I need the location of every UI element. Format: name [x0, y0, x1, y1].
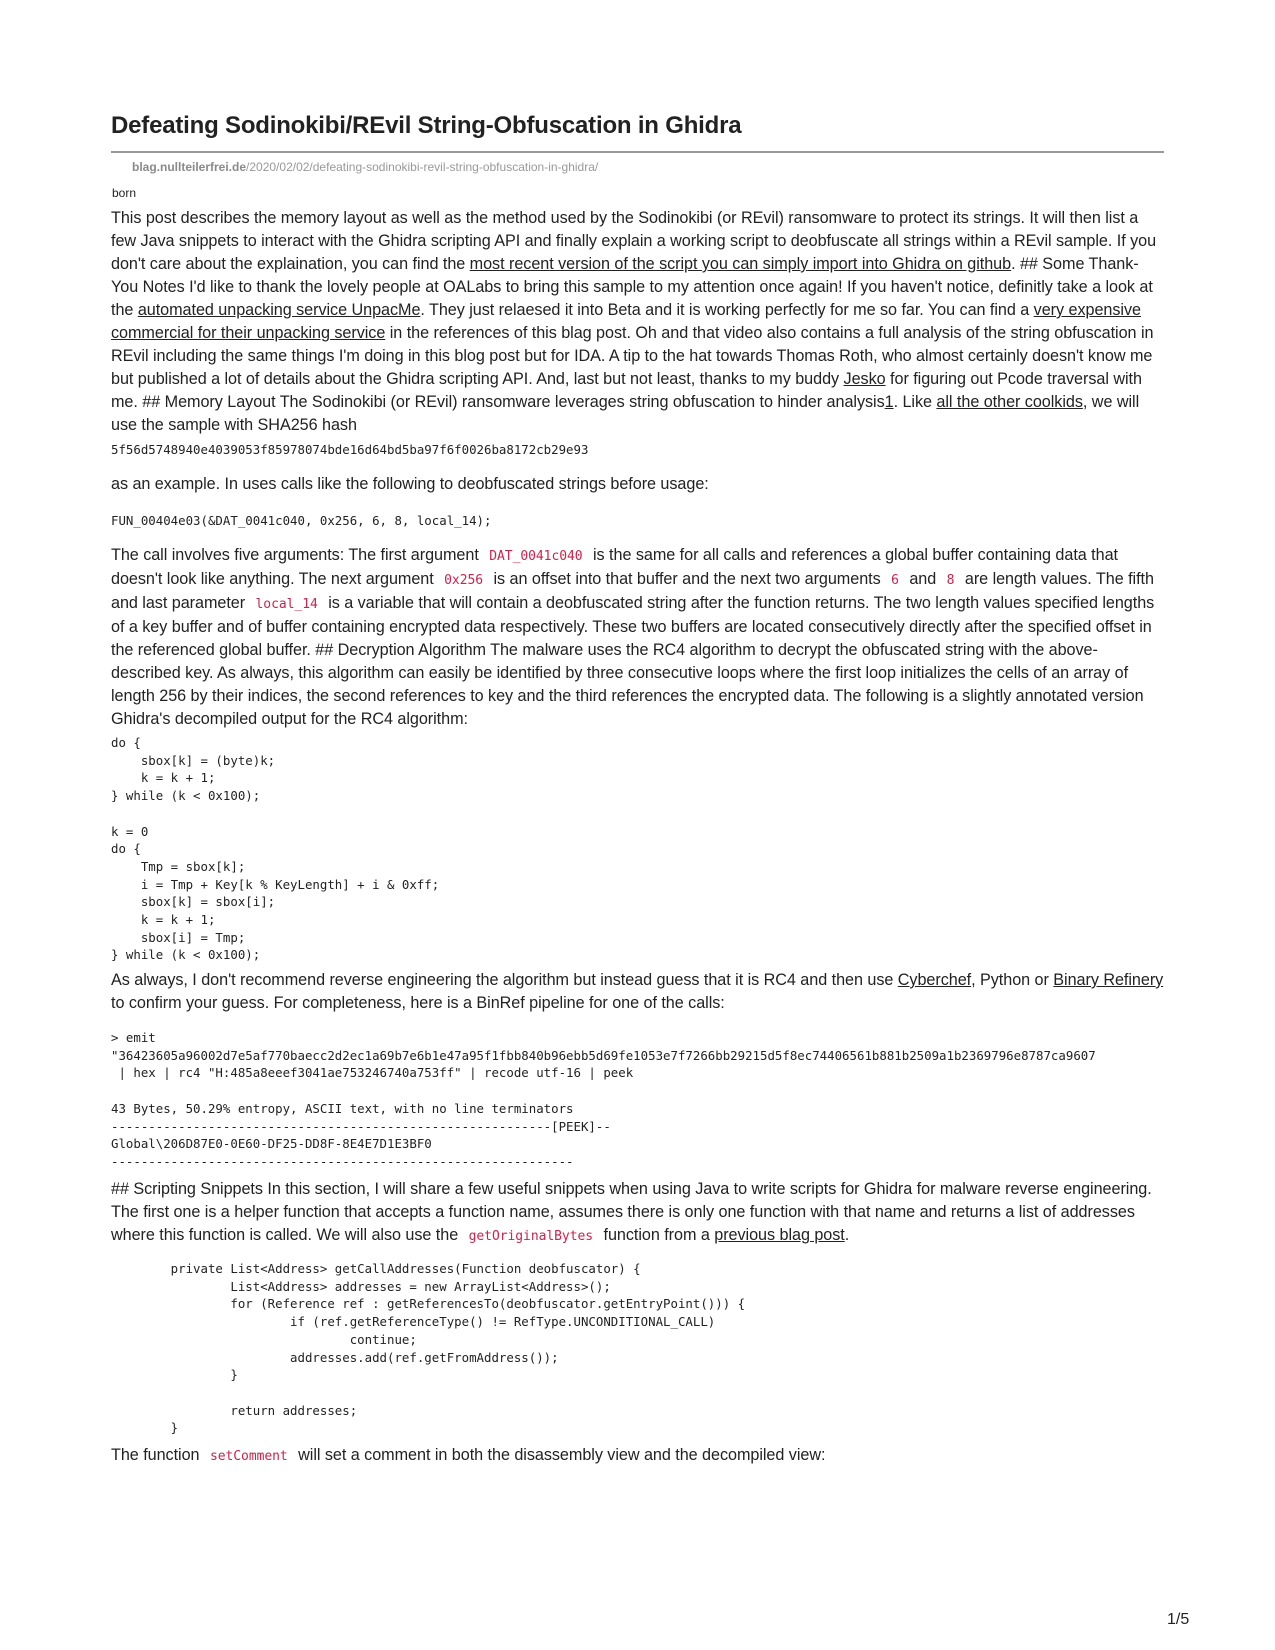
intro-text-7: , we will use the sample with SHA256 hash	[111, 393, 1140, 434]
inline-code-dat: DAT_0041c040	[489, 549, 583, 564]
source-url[interactable]	[132, 160, 598, 174]
args-text-2: is the same for all calls and references a global buffer containing data that doesn't look like anything. The next argument	[111, 546, 1118, 588]
previous-post-link[interactable]: previous blag post	[714, 1226, 845, 1244]
page-title: Defeating Sodinokibi/REvil String-Obfuscation in Ghidra	[111, 112, 742, 139]
snippets-text-2: function from a	[599, 1226, 715, 1244]
args-text-5: are length values. The fifth and last parameter	[111, 570, 1154, 612]
verify-text-1: As always, I don't recommend reverse engineering the algorithm but instead guess that it is RC4 and then use	[111, 971, 898, 989]
intro-text-2: . ## Some Thank-You Notes I'd like to thank the lovely people at OALabs to bring this sample to my attention once again! If you haven't notice, definitly take a look at the	[111, 255, 1153, 319]
args-text-6: is a variable that will contain a deobfuscated string after the function returns. The two length values specified lengths of a key buffer and of buffer containing encrypted data respectively. These two buffers are located consecutively directly after the specified offset in the referenced global buffer. ## Decryption Algorithm The malware uses the RC4 algorithm to decrypt the obfuscated string with the above-described key. As always, this algorithm can easily be identified by three consecutive loops where the first loop initializes the cells of an array of length 256 by their indices, the second references to key and the third references the encrypted data. The following is a slightly annotated version Ghidra's decompiled output for the RC4 algorithm:	[111, 594, 1155, 728]
setcomment-paragraph	[111, 1444, 1164, 1468]
footnote-1-link[interactable]: 1	[884, 393, 894, 411]
example-paragraph: as an example. In uses calls like the following to deobfuscated strings before usage:	[111, 475, 709, 493]
inline-code-offset: 0x256	[444, 573, 484, 588]
binary-refinery-link[interactable]: Binary Refinery	[1053, 971, 1164, 989]
setcomment-text-2: will set a comment in both the disassembly view and the decompiled view:	[293, 1446, 826, 1464]
snippets-text-3: .	[844, 1226, 850, 1244]
intro-text-6: . Like	[893, 393, 937, 411]
github-script-link[interactable]: most recent version of the script you can simply import into Ghidra on github	[469, 255, 1012, 273]
title-divider	[111, 151, 1164, 153]
url-path: /2020/02/02/defeating-sodinokibi-revil-string-obfuscation-in-ghidra/	[246, 160, 599, 174]
url-domain: blag.nullteilerfrei.de	[132, 160, 247, 174]
jesko-link[interactable]: Jesko	[843, 370, 886, 388]
rc4-code-block: do { sbox[k] = (byte)k; k = k + 1; } while (k < 0x100); k = 0 do { Tmp = sbox[k]; i = Tmp + Key[k % KeyLength] + i & 0xff; sbox[k] = sbox[i]; k = k + 1; sbox[i] = Tmp; } while (k < 0x100);	[111, 735, 440, 963]
call-example-code: FUN_00404e03(&DAT_0041c040, 0x256, 6, 8, local_14);	[111, 513, 492, 528]
verify-text-2: , Python or	[971, 971, 1054, 989]
setcomment-text-1: The function	[111, 1446, 204, 1464]
unpacking-video-link[interactable]: very expensive commercial for their unpacking service	[111, 301, 1141, 342]
coolkids-link[interactable]: all the other coolkids	[936, 393, 1083, 411]
inline-code-setcomment: setComment	[209, 1449, 288, 1464]
snippets-text-1: ## Scripting Snippets In this section, I will share a few useful snippets when using Java to write scripts for Ghidra for malware reverse engineering. The first one is a helper function that accepts a function name, assumes there is only one function with that name and returns a list of addresses where this function is called. We will also use the	[111, 1180, 1152, 1244]
inline-code-eight: 8	[946, 573, 955, 588]
intro-paragraph	[111, 207, 1164, 437]
author-byline: born	[112, 186, 137, 200]
args-text-4: and	[904, 570, 941, 588]
sha256-hash: 5f56d5748940e4039053f85978074bde16d64bd5ba97f6f0026ba8172cb29e93	[111, 442, 589, 457]
intro-text-1: This post describes the memory layout as well as the method used by the Sodinokibi (or REvil) ransomware to protect its strings. It will then list a few Java snippets to interact with the Ghidra scripting API and finally explain a working script to deobfuscate all strings within a REvil sample. If you don't care about the explaination, you can find the	[111, 209, 1157, 273]
java-snippet-code: private List<Address> getCallAddresses(Function deobfuscator) { List<Address> addresses = new ArrayList<Address>(); for (Reference ref : getReferencesTo(deobfuscator.getEntryPoint())) { if (ref.getReferenceType() != RefType.UNCONDITIONAL_CALL) continue; addresses.add(ref.getFromAddress()); } return addresses; }	[170, 1261, 746, 1436]
intro-text-5: for figuring out Pcode traversal with me. ## Memory Layout The Sodinokibi (or REvil) ransomware leverages string obfuscation to hinder analysis	[111, 370, 1142, 411]
cyberchef-link[interactable]: Cyberchef	[897, 971, 972, 989]
inline-code-six: 6	[891, 573, 899, 588]
cyberchef-paragraph	[111, 969, 1164, 1015]
intro-text-3: . They just relaesed it into Beta and it is working perfectly for me so far. You can find a	[420, 301, 1034, 319]
binref-pipeline-code: > emit "36423605a96002d7e5af770baecc2d2ec1a69b7e6b1e47a95f1fbb840b96ebb5d69fe1053e7f7266bb29215d5f8ec74406561b881b2509a1b2369796e8787ca9607 | hex | rc4 "H:485a8eeef3041ae753246740a753ff" | recode utf-16 | peek 43 Bytes, 50.29% entropy, ASCII text, with no line terminators -----------------------------------------------------------[PEEK]-- Global\206D87E0-0E60-DF25-DD8F-8E4E7D1E3BF0 --------------------------------------------------------------	[111, 1030, 1096, 1169]
args-text-3: is an offset into that buffer and the next two arguments	[489, 570, 886, 588]
inline-code-local: local_14	[255, 597, 318, 612]
arguments-paragraph	[111, 544, 1164, 731]
args-text-1: The call involves five arguments: The first argument	[111, 546, 484, 564]
snippets-paragraph	[111, 1178, 1164, 1248]
inline-code-getoriginalbytes: getOriginalBytes	[468, 1229, 594, 1244]
page-number: 1/5	[1167, 1611, 1190, 1628]
verify-text-3: to confirm your guess. For completeness, here is a BinRef pipeline for one of the calls:	[111, 994, 725, 1012]
unpacme-link[interactable]: automated unpacking service UnpacMe	[137, 301, 421, 319]
intro-text-4: in the references of this blag post. Oh and that video also contains a full analysis of the string obfuscation in REvil including the same things I'm doing in this blog post but for IDA. A tip to the hat towards Thomas Roth, who almost certainly doesn't know me but published a lot of details about the Ghidra scripting API. And, last but not least, thanks to my buddy	[111, 324, 1154, 388]
